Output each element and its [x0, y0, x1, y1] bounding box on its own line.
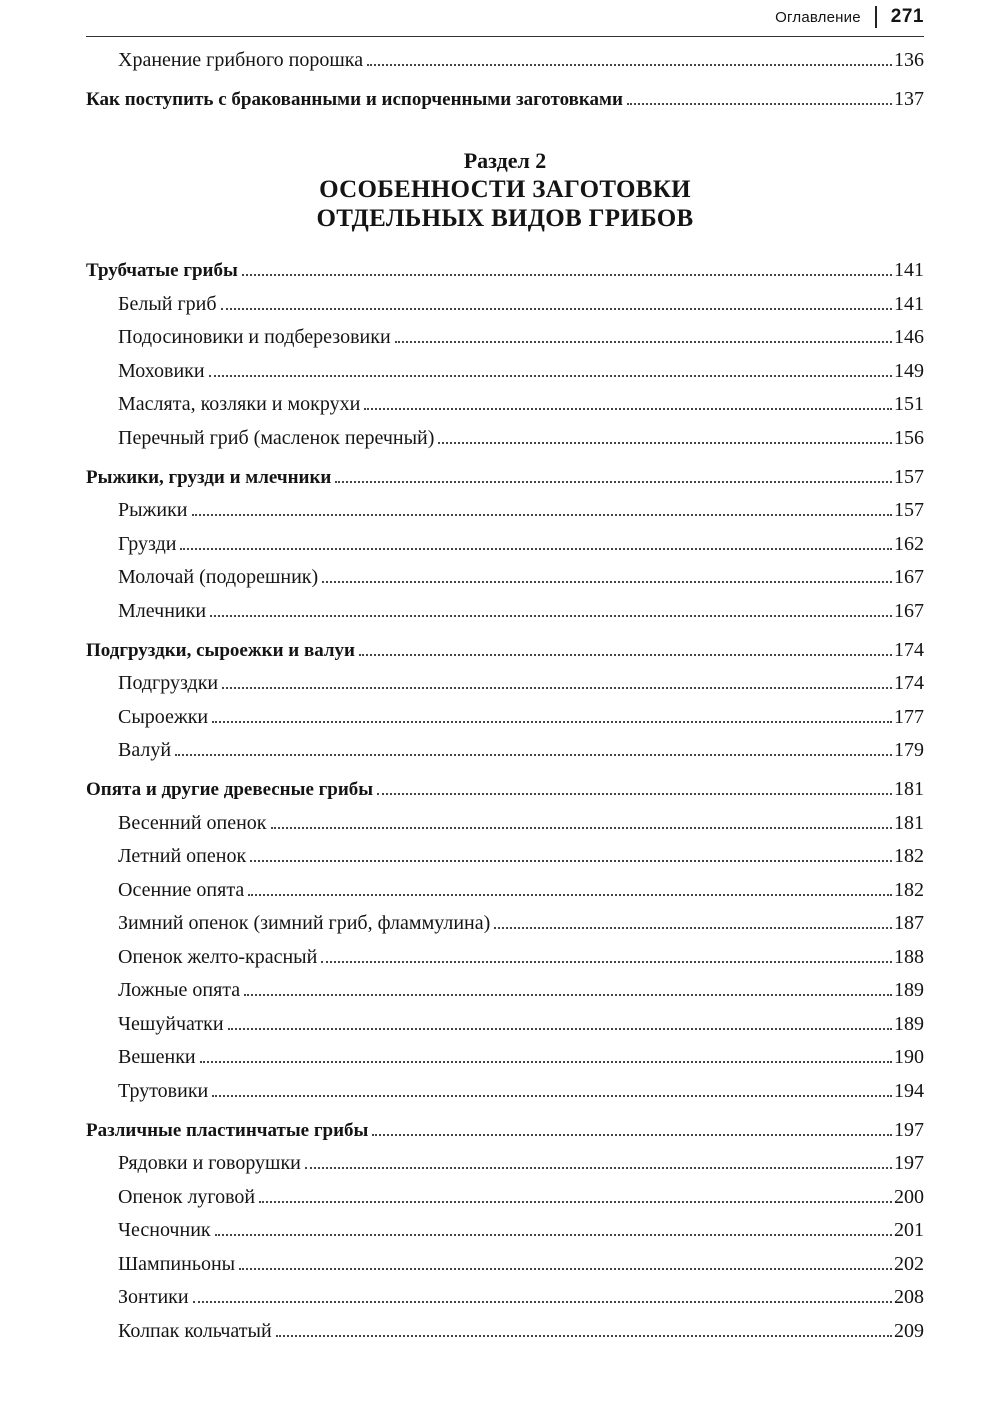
- toc-entry-label: Подосиновики и подберезовики: [118, 326, 391, 348]
- running-header-title: Оглавление: [775, 8, 861, 26]
- toc-entry[interactable]: [86, 1287, 924, 1307]
- dot-leader: [239, 1268, 892, 1270]
- toc-entry-page: 194: [894, 1079, 924, 1102]
- toc-entry[interactable]: [86, 1081, 924, 1101]
- dot-leader: [395, 341, 892, 343]
- toc-entry-page: 174: [894, 638, 924, 661]
- dot-leader: [180, 548, 892, 550]
- toc-entry[interactable]: [86, 707, 924, 727]
- toc-entry-label: Вешенки: [118, 1046, 196, 1068]
- toc-entry-page: 201: [894, 1219, 924, 1241]
- toc-entry-label: Валуй: [118, 739, 172, 761]
- toc-entry-page: 197: [894, 1152, 924, 1174]
- toc-entry-page: 200: [894, 1185, 924, 1208]
- toc-entry-page: 187: [894, 912, 924, 934]
- toc-entry-label: Подгруздки: [118, 672, 219, 694]
- toc-entry-label: Рыжики: [118, 499, 188, 521]
- toc-entry-label: Перечный гриб (масленок перечный): [118, 426, 435, 449]
- toc-entry-page: 179: [894, 739, 924, 761]
- toc-entry[interactable]: [86, 50, 924, 70]
- toc-entry-label: Чешуйчатки: [118, 1012, 224, 1035]
- toc-entry-page: 177: [894, 705, 924, 728]
- toc-entry[interactable]: [86, 846, 924, 866]
- toc-entry[interactable]: [86, 1153, 924, 1173]
- toc-entry[interactable]: [86, 1047, 924, 1067]
- dot-leader: [248, 894, 892, 896]
- toc-entry-label: Подгруздки, сыроежки и валуи: [86, 639, 356, 661]
- toc-entry-label: Опенок луговой: [118, 1185, 256, 1208]
- toc-entry-label: Рядовки и говорушки: [118, 1152, 301, 1174]
- dot-leader: [438, 442, 892, 444]
- dot-leader: [212, 721, 892, 723]
- toc-entry-label: Белый гриб: [118, 292, 217, 315]
- toc-chapter-entry[interactable]: [86, 260, 924, 280]
- toc-entry-page: 149: [894, 359, 924, 382]
- toc-entry-page: 167: [894, 599, 924, 622]
- dot-leader: [175, 754, 892, 756]
- dot-leader: [244, 994, 892, 996]
- toc-entry[interactable]: [86, 1220, 924, 1240]
- header-separator: [875, 6, 877, 28]
- toc-entry-label: Как поступить с бракованными и испорченными заготовками: [86, 89, 623, 110]
- dot-leader: [200, 1061, 892, 1063]
- toc-entry[interactable]: [86, 1187, 924, 1207]
- toc-entry-label: Млечники: [118, 599, 207, 622]
- dot-leader: [494, 927, 892, 929]
- toc-entry-page: 167: [894, 566, 924, 588]
- section-title-line-2: ОТДЕЛЬНЫХ ВИДОВ ГРИБОВ: [316, 205, 694, 232]
- section-heading: [86, 146, 924, 233]
- toc-entry-label: Чесночник: [118, 1219, 211, 1241]
- toc-entry[interactable]: [86, 601, 924, 621]
- toc-entry-page: 141: [894, 292, 924, 315]
- toc-entry-page: 141: [894, 259, 924, 281]
- toc-entry[interactable]: [86, 740, 924, 760]
- toc-entry[interactable]: [86, 500, 924, 520]
- toc-entry-label: Осенние опята: [118, 878, 245, 901]
- toc-entry-page: 202: [894, 1252, 924, 1275]
- toc-entry-label: Молочай (подорешник): [118, 566, 319, 588]
- toc-entry-page: 174: [894, 672, 924, 694]
- toc-entry[interactable]: [86, 1254, 924, 1274]
- toc-chapter-entry[interactable]: [86, 640, 924, 660]
- toc-entry-label: Летний опенок: [118, 845, 247, 867]
- dot-leader: [242, 274, 892, 276]
- toc-entry-page: 182: [894, 878, 924, 901]
- running-header: [775, 6, 924, 28]
- toc-entry-label: Зонтики: [118, 1286, 189, 1308]
- section-number: Раздел 2: [463, 148, 547, 173]
- toc-entry-label: Грузди: [118, 532, 177, 555]
- toc-entry-label: Опенок желто-красный: [118, 945, 318, 968]
- toc-entry-label: Маслята, козляки и мокрухи: [118, 393, 361, 415]
- toc-entry-label: Трутовики: [118, 1079, 209, 1102]
- toc-entry-page: 137: [894, 88, 924, 110]
- toc-entry-page: 146: [894, 326, 924, 348]
- toc-entry[interactable]: [86, 947, 924, 967]
- toc-entry-page: 209: [894, 1319, 924, 1342]
- toc-entry-label: Рыжики, грузди и млечники: [86, 466, 332, 488]
- toc-entry[interactable]: [86, 327, 924, 347]
- dot-leader: [367, 64, 892, 66]
- dot-leader: [215, 1234, 892, 1236]
- dot-leader: [221, 308, 892, 310]
- toc-entry-page: 151: [894, 393, 924, 415]
- toc-chapter-entry[interactable]: [86, 779, 924, 799]
- toc-entry[interactable]: [86, 880, 924, 900]
- toc-entry-page: 208: [894, 1286, 924, 1308]
- toc-entry-label: Моховики: [118, 359, 205, 382]
- dot-leader: [250, 860, 892, 862]
- dot-leader: [627, 103, 892, 105]
- dot-leader: [372, 1134, 892, 1136]
- dot-leader: [377, 793, 892, 795]
- toc-entry-label: Опята и другие древесные грибы: [86, 779, 374, 800]
- toc-entry-page: 136: [894, 49, 924, 71]
- toc-entry[interactable]: [86, 1014, 924, 1034]
- dot-leader: [222, 687, 892, 689]
- dot-leader: [276, 1335, 892, 1337]
- toc-chapter-entry[interactable]: [86, 89, 924, 109]
- dot-leader: [322, 581, 892, 583]
- dot-leader: [210, 615, 892, 617]
- toc-entry[interactable]: [86, 394, 924, 414]
- toc-entry-label: Сыроежки: [118, 705, 209, 728]
- dot-leader: [271, 827, 892, 829]
- toc-entry-page: 181: [894, 811, 924, 834]
- dot-leader: [192, 514, 892, 516]
- toc-entry[interactable]: [86, 534, 924, 554]
- toc-entry-page: 157: [894, 465, 924, 488]
- dot-leader: [359, 654, 892, 656]
- toc-entry[interactable]: [86, 294, 924, 314]
- dot-leader: [228, 1028, 892, 1030]
- toc-entry[interactable]: [86, 428, 924, 448]
- toc-entry[interactable]: [86, 913, 924, 933]
- dot-leader: [364, 408, 892, 410]
- dot-leader: [321, 961, 892, 963]
- dot-leader: [335, 481, 892, 483]
- toc-entry[interactable]: [86, 673, 924, 693]
- toc-entry-label: Шампиньоны: [118, 1252, 236, 1275]
- dot-leader: [209, 375, 892, 377]
- dot-leader: [212, 1095, 892, 1097]
- toc-entry-page: 188: [894, 945, 924, 968]
- toc-entry[interactable]: [86, 813, 924, 833]
- toc-entry-page: 190: [894, 1046, 924, 1068]
- toc-entry-page: 189: [894, 1012, 924, 1035]
- toc-entry[interactable]: [86, 980, 924, 1000]
- toc-entry-label: Трубчатые грибы: [86, 260, 238, 281]
- toc-chapter-entry[interactable]: [86, 1120, 924, 1140]
- page-number: 271: [890, 6, 924, 27]
- toc-entry-page: 197: [894, 1118, 924, 1141]
- toc-chapter-entry[interactable]: [86, 467, 924, 487]
- header-rule: [86, 36, 924, 37]
- toc-entry-label: Весенний опенок: [118, 811, 267, 834]
- toc-entry-label: Различные пластинчатые грибы: [86, 1119, 369, 1141]
- toc-entry[interactable]: [86, 1321, 924, 1341]
- toc-entry-page: 162: [894, 532, 924, 555]
- toc-entry[interactable]: [86, 567, 924, 587]
- toc-entry-page: 156: [894, 426, 924, 449]
- toc-entry-page: 181: [894, 778, 924, 800]
- toc-entry-label: Колпак кольчатый: [118, 1319, 272, 1342]
- toc-entry-page: 157: [894, 499, 924, 521]
- dot-leader: [193, 1301, 892, 1303]
- toc-entry-label: Хранение грибного порошка: [118, 49, 364, 71]
- toc-entry[interactable]: [86, 361, 924, 381]
- dot-leader: [305, 1167, 892, 1169]
- section-title-line-1: ОСОБЕННОСТИ ЗАГОТОВКИ: [319, 176, 691, 203]
- toc-entry-label: Зимний опенок (зимний гриб, фламмулина): [118, 912, 491, 934]
- toc-entry-page: 189: [894, 979, 924, 1001]
- dot-leader: [259, 1201, 892, 1203]
- toc-entry-label: Ложные опята: [118, 979, 241, 1001]
- toc-entry-page: 182: [894, 845, 924, 867]
